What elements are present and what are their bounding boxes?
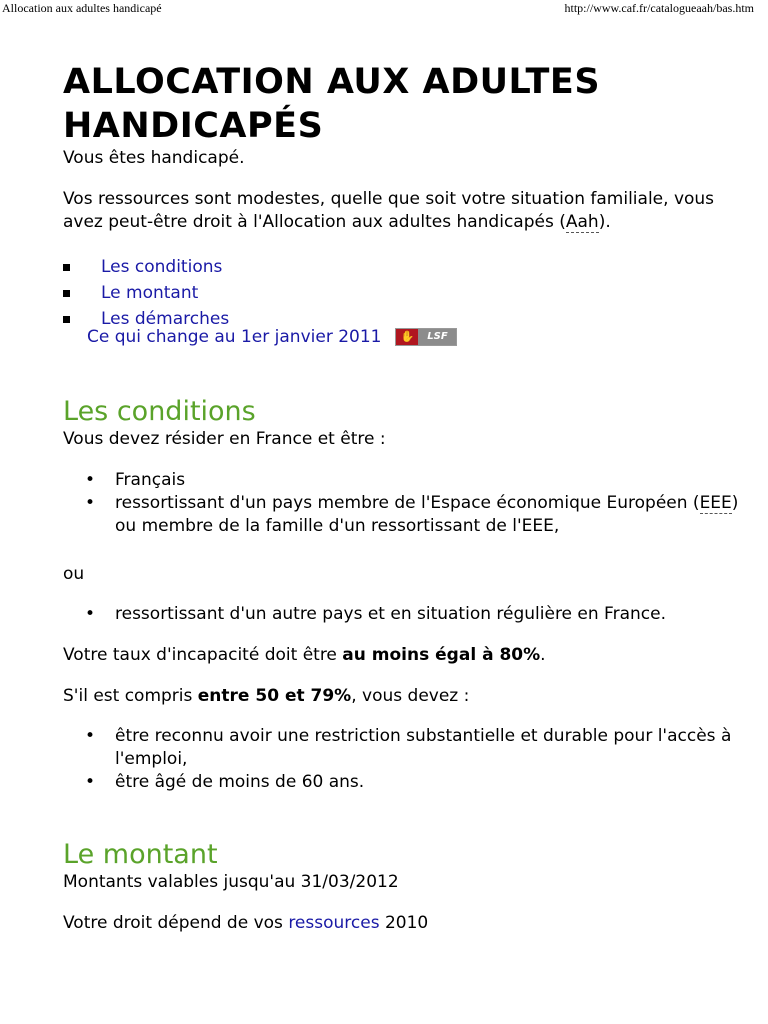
conditions-list-2 xyxy=(63,603,753,626)
montant-validity: Montants valables jusqu'au 31/03/2012 xyxy=(63,872,399,892)
droit-text: Votre droit dépend de vos xyxy=(63,913,289,933)
lsf-label: LSF xyxy=(418,329,456,345)
conditions-list-3 xyxy=(63,725,753,794)
eee-text-after: ) ou membre de la famille d'un ressortissant de l'EEE, xyxy=(115,493,739,536)
aah-abbr[interactable]: Aah xyxy=(565,212,599,232)
list-item-autre-pays: • ressortissant d'un autre pays et en situation régulière en France. xyxy=(115,603,753,626)
nav-item-demarches xyxy=(63,306,753,332)
page-title-line2: HANDICAPÉS xyxy=(63,106,324,146)
page-content xyxy=(63,60,753,935)
conditions-list-1 xyxy=(63,469,753,538)
heading-montant: Le montant xyxy=(63,839,218,870)
intro-ressources-end: ). xyxy=(598,212,611,232)
taux-compris xyxy=(63,685,753,708)
conditions-ou: ou xyxy=(63,564,85,584)
print-header xyxy=(0,0,768,18)
nav-link-conditions[interactable]: Les conditions xyxy=(101,257,223,277)
montant-droit xyxy=(63,912,753,935)
square-bullet-icon xyxy=(63,290,70,297)
conditions-intro: Vous devez résider en France et être : xyxy=(63,429,386,449)
nav-item-conditions xyxy=(63,254,753,280)
taux-text: Votre taux d'incapacité doit être xyxy=(63,645,343,665)
section-nav xyxy=(63,254,753,332)
link-ressources[interactable]: ressources xyxy=(288,913,380,933)
page-title-line1: ALLOCATION AUX ADULTES xyxy=(63,62,601,102)
compris-bold: entre 50 et 79% xyxy=(197,686,352,706)
intro-ressources xyxy=(63,188,753,234)
intro-handicape: Vous êtes handicapé. xyxy=(63,148,245,168)
list-item-age: • être âgé de moins de 60 ans. xyxy=(115,771,753,794)
intro-ressources-text: Vos ressources sont modestes, quelle que soit votre situation familiale, vous avez peut-être droit à l'Allocation aux adultes handicapés ( xyxy=(63,189,715,232)
taux-end: . xyxy=(540,645,546,665)
nav-link-demarches[interactable]: Les démarches xyxy=(101,309,230,329)
hand-icon: ✋ xyxy=(396,329,418,345)
taux-bold: au moins égal à 80% xyxy=(342,645,541,665)
eee-text-before: ressortissant d'un pays membre de l'Espace économique Européen ( xyxy=(115,493,700,513)
nav-link-montant[interactable]: Le montant xyxy=(101,283,199,303)
heading-conditions: Les conditions xyxy=(63,396,256,427)
list-item-eee xyxy=(115,492,753,538)
compris-end: , vous devez : xyxy=(351,686,470,706)
list-item-restriction: • être reconnu avoir une restriction substantielle et durable pour l'accès à l'emploi, xyxy=(115,725,753,771)
droit-year: 2010 xyxy=(379,913,429,933)
compris-text: S'il est compris xyxy=(63,686,198,706)
page-title xyxy=(63,60,753,148)
print-header-url: http://www.caf.fr/catalogueaah/bas.htm xyxy=(564,1,754,15)
nav-item-montant xyxy=(63,280,753,306)
print-header-title: Allocation aux adultes handicapé xyxy=(2,1,162,15)
square-bullet-icon xyxy=(63,264,70,271)
taux-incapacite xyxy=(63,644,753,667)
eee-abbr[interactable]: EEE xyxy=(699,493,732,513)
list-item-francais: • Français xyxy=(115,469,753,492)
link-changes-2011[interactable]: Ce qui change au 1er janvier 2011 xyxy=(87,327,382,347)
square-bullet-icon xyxy=(63,316,70,323)
